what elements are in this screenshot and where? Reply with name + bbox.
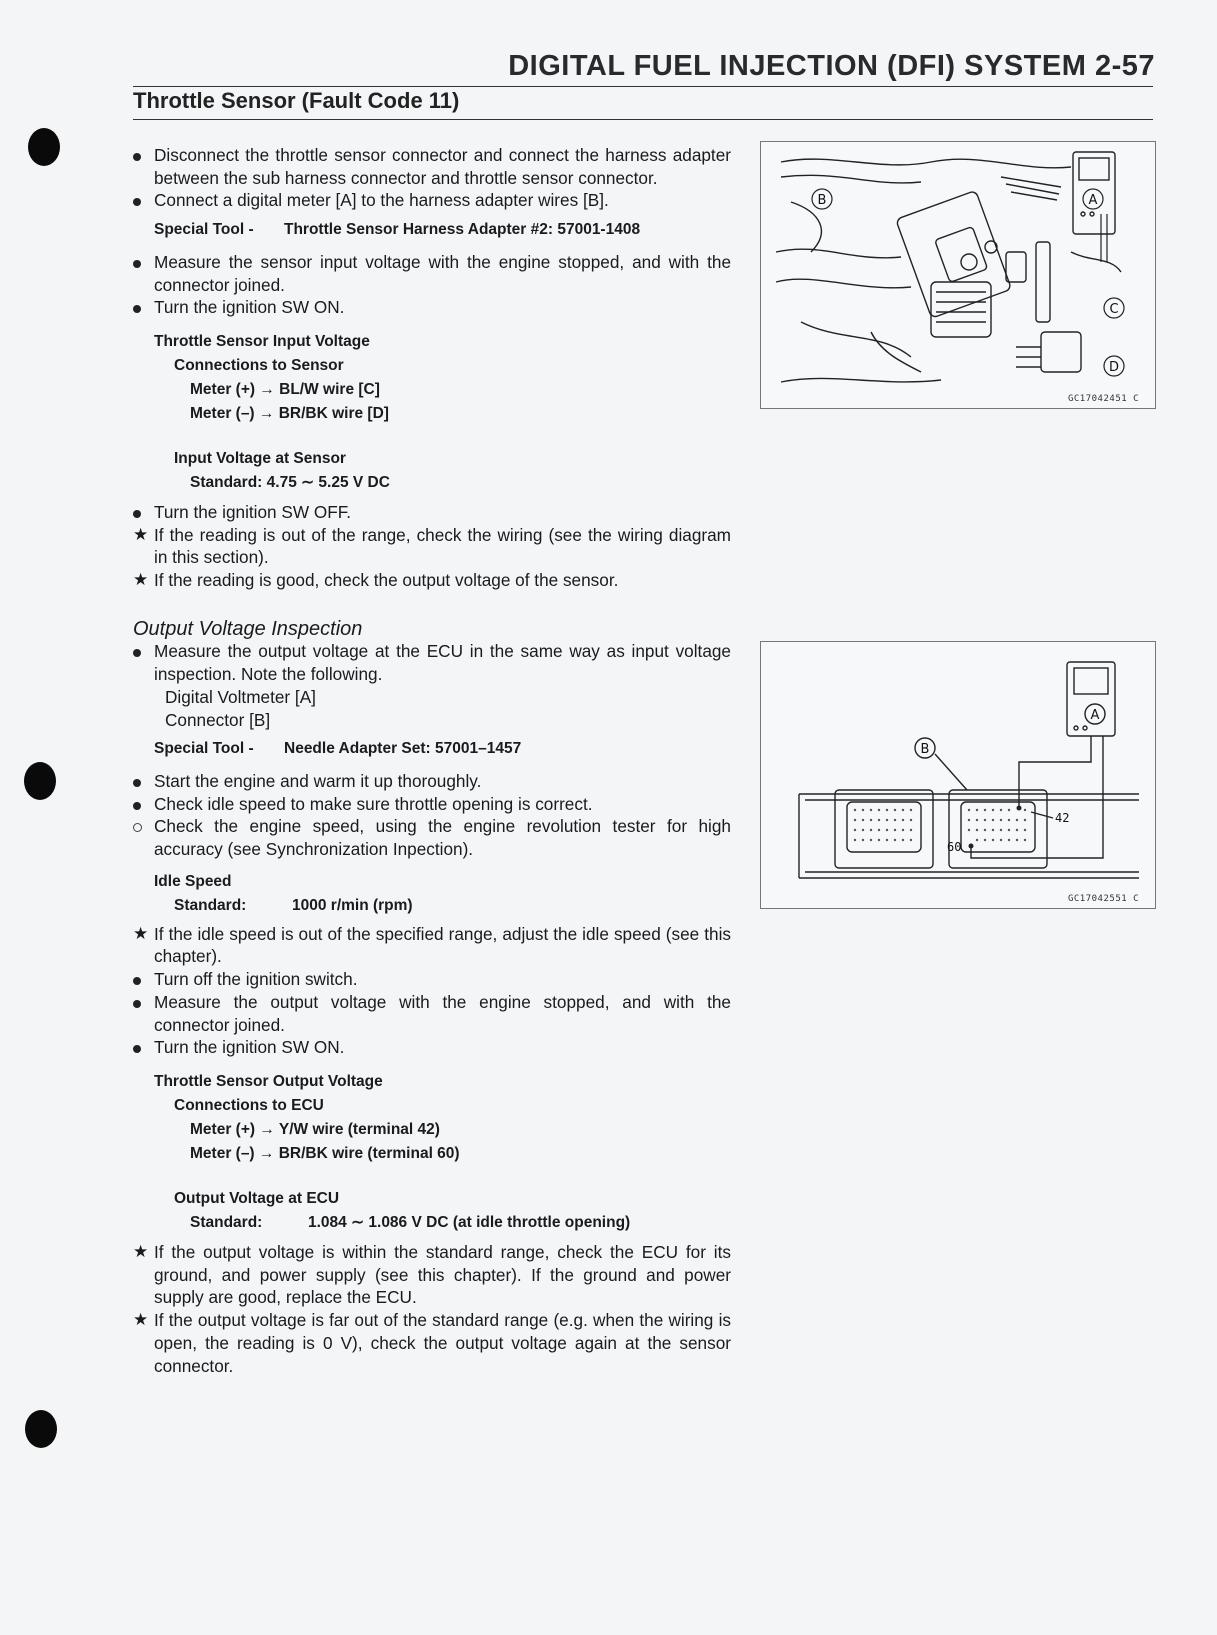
- main-text-column: [133, 144, 731, 1377]
- page-header-title: DIGITAL FUEL INJECTION (DFI) SYSTEM 2-57: [508, 50, 1155, 82]
- throttle-sensor-illustration: [761, 142, 1155, 408]
- star-idle-out-of-range: ★ If the idle speed is out of the specified range, adjust the idle speed (see this chapter).: [133, 923, 731, 967]
- punch-hole-middle: [24, 762, 56, 800]
- fig1-label-d: D: [1108, 360, 1120, 375]
- bullet-measure-output: Measure the output voltage with the engine stopped, and with the connector joined.: [133, 991, 731, 1036]
- star-output-far-out: ★ If the output voltage is far out of the standard range (e.g. when the wiring is open, the reading is 0 V), check the output voltage again at the sensor connector.: [133, 1310, 731, 1376]
- figure1-code: GC17042451 C: [1067, 394, 1139, 404]
- figure2-code: GC17042551 C: [1067, 894, 1139, 904]
- fig2-pin-42: 42: [1055, 811, 1070, 825]
- star-reading-out-of-range: ★ If the reading is out of the range, check the wiring (see the wiring diagram in this section).: [133, 524, 731, 568]
- star-output-within-range: ★ If the output voltage is within the standard range, check the ECU for its ground, and power supply (see this chapter). If the ground and power supply are good, replace the ECU.: [133, 1241, 731, 1308]
- note-digital-voltmeter: Digital Voltmeter [A]: [165, 686, 316, 707]
- output-voltage-spec: Throttle Sensor Output Voltage Connections to ECU Meter (+) → Y/W wire (terminal 42) Meter (–) → BR/BK wire (terminal 60) Output Voltage at ECU Standard: 1.084 ∼ 1.086 V DC (at idle throttle opening): [154, 1072, 631, 1231]
- bullet-warm-engine: Start the engine and warm it up thoroughly.: [133, 770, 731, 793]
- bullet-disconnect: Disconnect the throttle sensor connector and connect the harness adapter between the sub harness connector and throttle sensor connector.: [133, 144, 731, 189]
- figure-throttle-sensor-meter: [760, 141, 1156, 409]
- section-title: Throttle Sensor (Fault Code 11): [133, 88, 460, 113]
- bullet-measure-input: Measure the sensor input voltage with the engine stopped, and with the connector joined.: [133, 251, 731, 296]
- fig2-label-a: A: [1090, 708, 1100, 723]
- special-tool-needle: Special Tool - Needle Adapter Set: 57001–1457: [154, 740, 522, 758]
- header-rule: [133, 86, 1153, 87]
- bullet-connect-meter: Connect a digital meter [A] to the harness adapter wires [B].: [133, 189, 731, 212]
- figure-ecu-connector-meter: [760, 641, 1156, 909]
- fig1-label-b: B: [817, 193, 827, 208]
- bullet-ignition-on-2: Turn the ignition SW ON.: [133, 1036, 731, 1059]
- circle-check-engine-speed: Check the engine speed, using the engine revolution tester for high accuracy (see Synchronization Inpection).: [133, 815, 731, 860]
- bullet-measure-output-ecu: Measure the output voltage at the ECU in the same way as input voltage inspection. Note the following.: [133, 640, 731, 685]
- special-tool-harness: Special Tool - Throttle Sensor Harness Adapter #2: 57001-1408: [154, 221, 641, 239]
- bullet-ignition-off: Turn the ignition SW OFF.: [133, 501, 731, 524]
- section-rule: [133, 119, 1153, 120]
- punch-hole-top: [28, 128, 60, 166]
- ecu-connector-illustration: [761, 642, 1155, 908]
- bullet-ignition-on: Turn the ignition SW ON.: [133, 296, 731, 319]
- idle-speed-spec: Idle Speed Standard: 1000 r/min (rpm): [154, 872, 413, 914]
- input-voltage-spec: Throttle Sensor Input Voltage Connections to Sensor Meter (+) → BL/W wire [C] Meter (–) → BR/BK wire [D] Input Voltage at Sensor Standard: 4.75 ∼ 5.25 V DC: [154, 332, 390, 491]
- star-reading-good: ★ If the reading is good, check the output voltage of the sensor.: [133, 570, 619, 591]
- fig2-pin-60: 60: [947, 840, 962, 854]
- fig2-label-b: B: [920, 742, 930, 757]
- bullet-turn-off-ignition: Turn off the ignition switch.: [133, 968, 731, 991]
- punch-hole-bottom: [25, 1410, 57, 1448]
- output-inspection-heading: Output Voltage Inspection: [133, 617, 363, 640]
- bullet-check-idle: Check idle speed to make sure throttle opening is correct.: [133, 793, 731, 816]
- note-connector: Connector [B]: [165, 709, 271, 730]
- fig1-label-a: A: [1088, 193, 1098, 208]
- fig1-label-c: C: [1109, 302, 1119, 317]
